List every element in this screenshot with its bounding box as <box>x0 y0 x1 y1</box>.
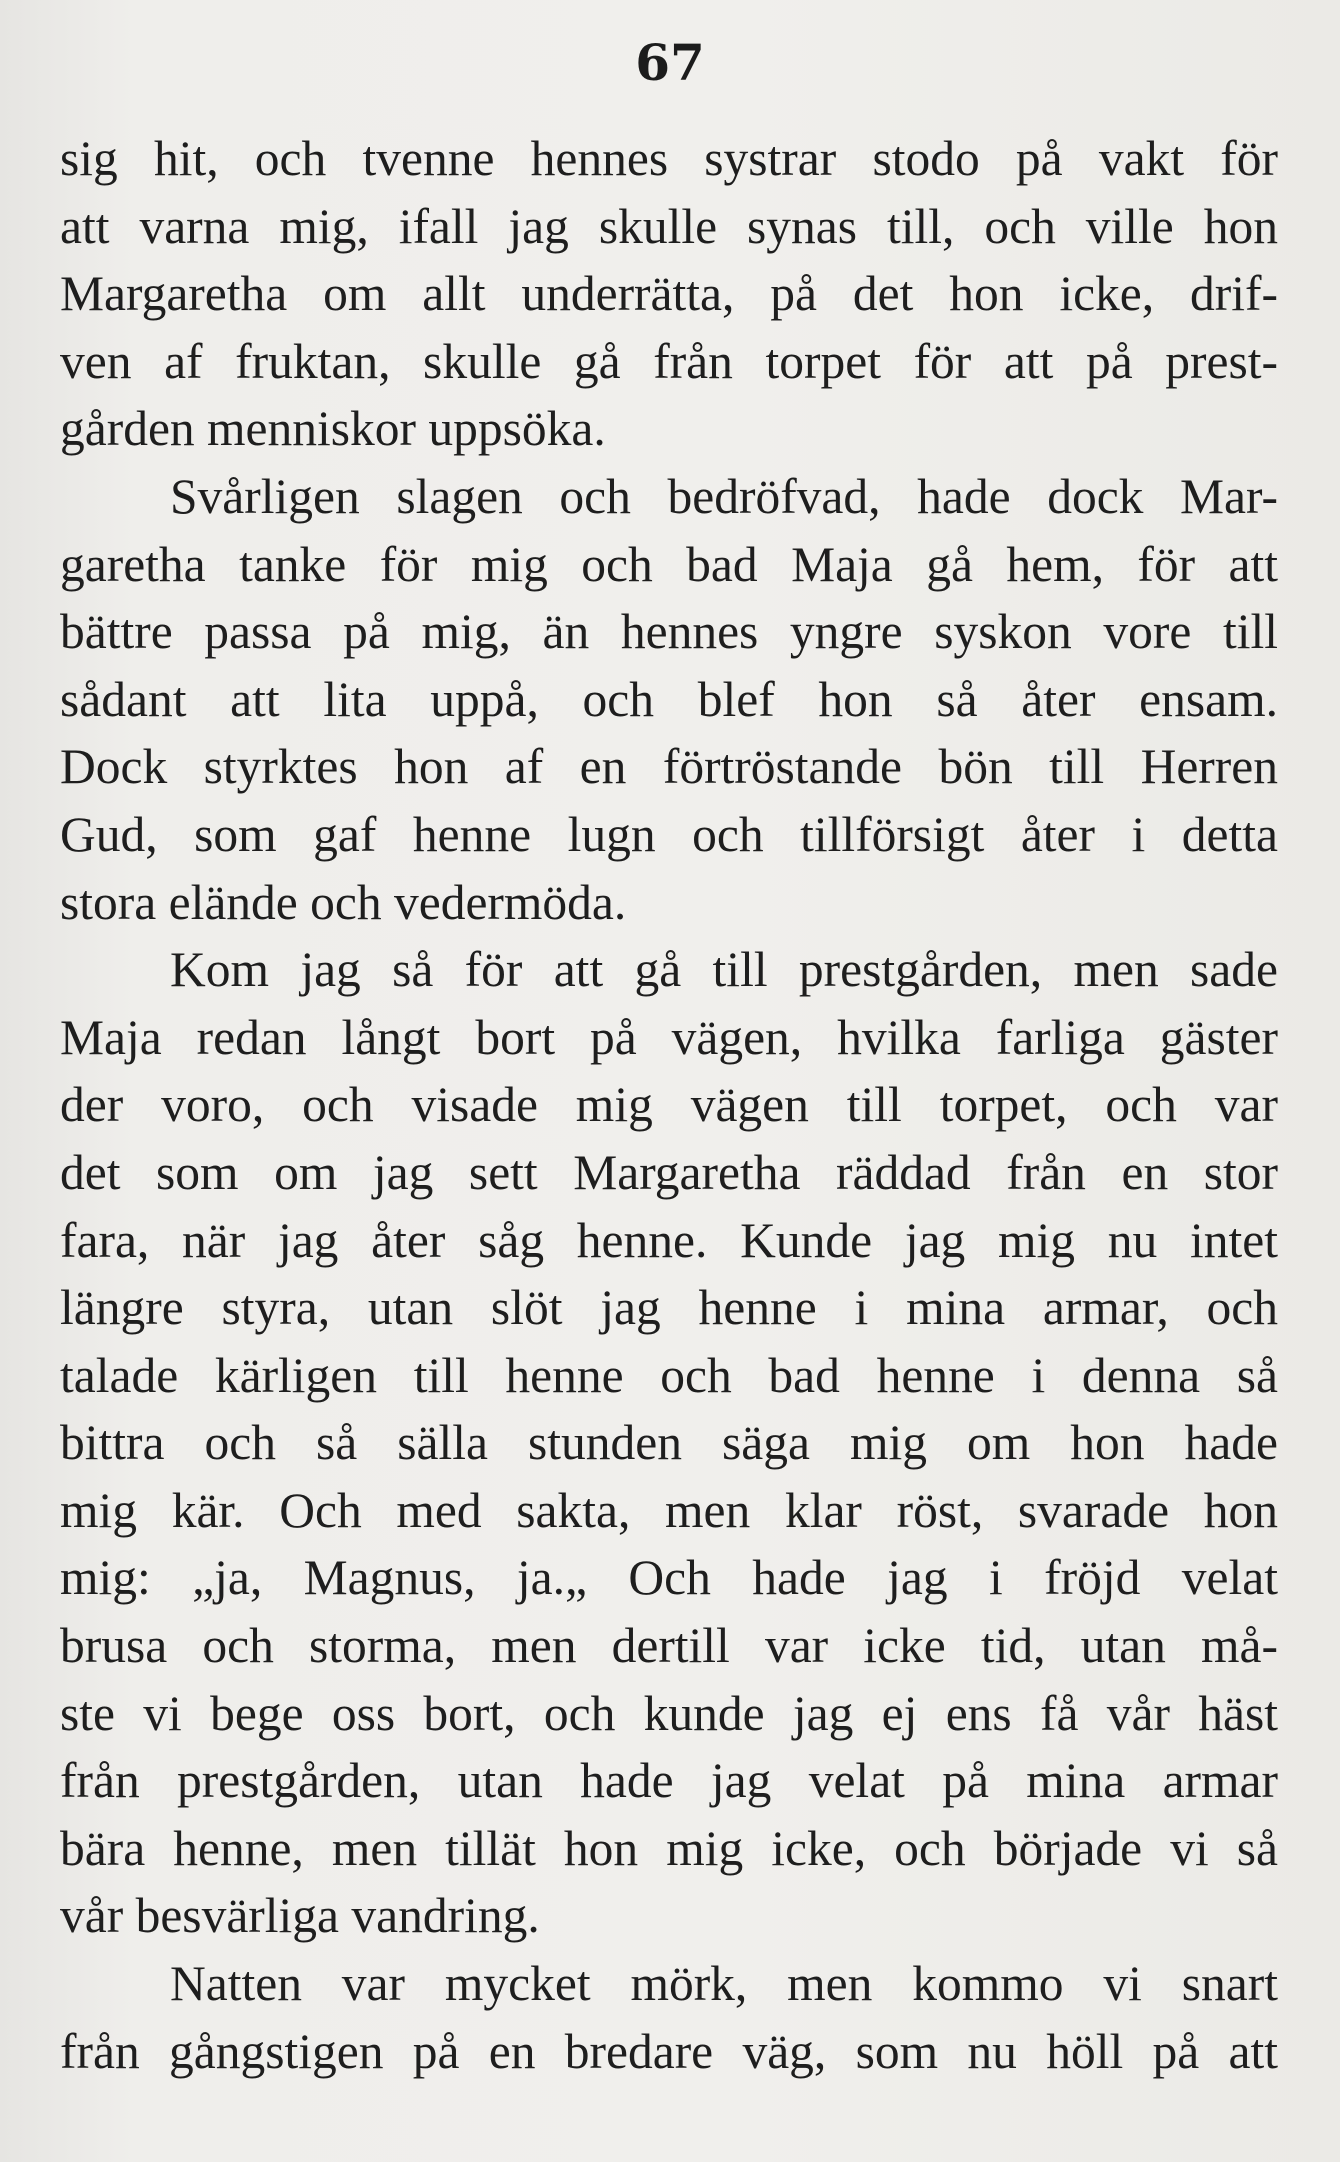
text-line: längre styra, utan slöt jag henne i mina armar, och <box>60 1280 1278 1336</box>
text-line: mig kär. Och med sakta, men klar röst, svarade hon <box>60 1482 1278 1538</box>
body-text <box>60 125 1278 2085</box>
page-number: 67 <box>635 33 705 92</box>
text-line: Gud, som gaf henne lugn och tillförsigt åter i detta <box>60 806 1278 862</box>
text-line: bittra och så sälla stunden säga mig om hon hade <box>60 1415 1278 1471</box>
text-line: der voro, och visade mig vägen till torpet, och var <box>60 1077 1278 1133</box>
text-line: stora elände och vedermöda. <box>60 874 627 930</box>
text-line: ven af fruktan, skulle gå från torpet för att på prest- <box>60 333 1278 389</box>
text-line: från gångstigen på en bredare väg, som nu höll på att <box>60 2023 1278 2079</box>
text-line: vår besvärliga vandring. <box>60 1888 540 1944</box>
paragraph-first-line: Natten var mycket mörk, men kommo vi snart <box>170 1956 1278 2012</box>
text-line: från prestgården, utan hade jag velat på mina armar <box>60 1753 1278 1809</box>
text-line: ste vi bege oss bort, och kunde jag ej ens få vår häst <box>60 1685 1278 1741</box>
text-line: Maja redan långt bort på vägen, hvilka farliga gäster <box>60 1009 1278 1065</box>
text-line: gården menniskor uppsöka. <box>60 401 606 457</box>
text-line: det som om jag sett Margaretha räddad från en stor <box>60 1144 1278 1200</box>
text-line: sig hit, och tvenne hennes systrar stodo på vakt för <box>60 131 1278 186</box>
text-line: bättre passa på mig, än hennes yngre syskon vore till <box>60 604 1278 660</box>
text-line: Dock styrktes hon af en förtröstande bön till Herren <box>60 739 1278 795</box>
text-line: Margaretha om allt underrätta, på det hon icke, drif- <box>60 266 1278 322</box>
text-line: fara, när jag åter såg henne. Kunde jag mig nu intet <box>60 1212 1278 1268</box>
text-line: att varna mig, ifall jag skulle synas till, och ville hon <box>60 198 1278 254</box>
paragraph-first-line: Kom jag så för att gå till prestgården, men sade <box>170 942 1278 998</box>
text-line: garetha tanke för mig och bad Maja gå hem, för att <box>60 536 1278 592</box>
text-line: talade kärligen till henne och bad henne i denna så <box>60 1347 1278 1403</box>
paragraph-first-line: Svårligen slagen och bedröfvad, hade dock Mar- <box>170 468 1278 524</box>
text-line: mig: „ja, Magnus, ja.„ Och hade jag i fröjd velat <box>60 1550 1278 1606</box>
text-line: brusa och storma, men dertill var icke tid, utan må- <box>60 1618 1278 1674</box>
text-line: bära henne, men tillät hon mig icke, och började vi så <box>60 1820 1278 1876</box>
text-line: sådant att lita uppå, och blef hon så åter ensam. <box>60 671 1278 727</box>
